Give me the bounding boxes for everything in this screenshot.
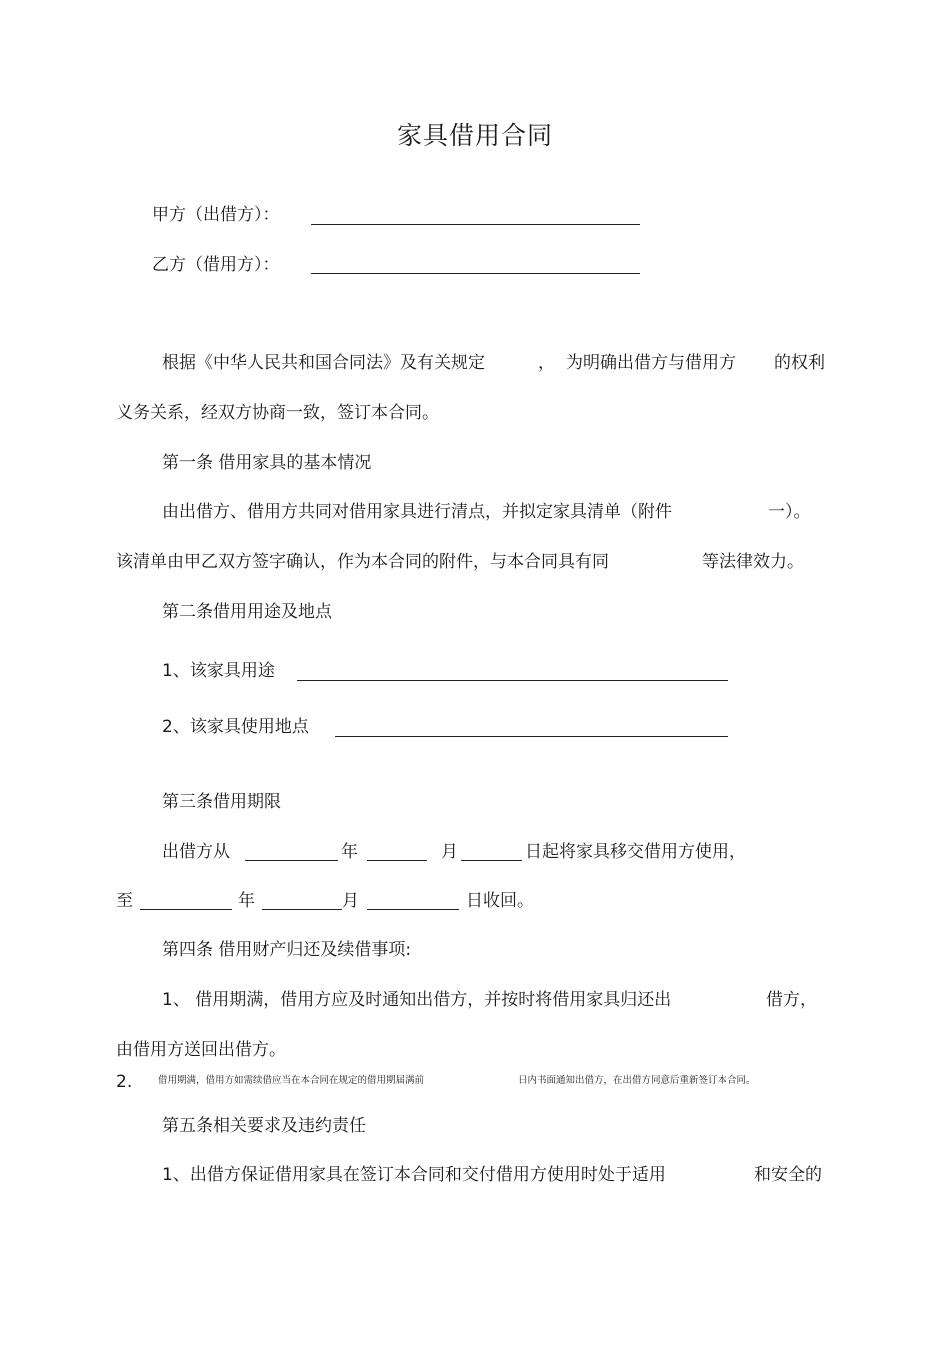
article1-line2b: 等法律效力。	[702, 552, 804, 572]
party-b-label: 乙方（借用方）：	[152, 255, 280, 275]
from-day-label: 日起将家具移交借用方使用，	[525, 842, 746, 862]
party-a-label: 甲方（出借方）：	[152, 205, 280, 225]
article1-line2a: 该清单由甲乙双方签字确认，作为本合同的附件，与本合同具有同	[116, 552, 609, 572]
usage-blank[interactable]	[297, 663, 728, 681]
to-year-label: 年	[238, 891, 255, 911]
article5-item1a: 1、出借方保证借用家具在签订本合同和交付借用方使用时处于适用	[162, 1165, 666, 1185]
article5-item1b: 和安全的	[754, 1165, 822, 1185]
article4-heading: 第四条 借用财产归还及续借事项:	[162, 940, 412, 960]
preamble-part2: 为明确出借方与借用方	[566, 353, 736, 373]
article3-heading: 第三条借用期限	[162, 792, 281, 812]
article4-item1a: 1、 借用期满，借用方应及时通知出借方，并按时将借用家具归还出	[162, 990, 672, 1010]
article5-heading: 第五条相关要求及违约责任	[162, 1116, 366, 1136]
location-blank[interactable]	[335, 719, 728, 737]
article2-item2: 2、该家具使用地点	[162, 717, 309, 737]
article1-line1b: 一）。	[768, 502, 811, 522]
to-month-blank[interactable]	[262, 892, 342, 910]
article4-item2b: 日内书面通知出借方，在出借方同意后重新签订本合同。	[518, 1075, 756, 1086]
from-day-blank[interactable]	[461, 843, 522, 861]
preamble-part1: 根据《中华人民共和国合同法》及有关规定	[162, 353, 485, 373]
article4-item2-number: 2.	[116, 1072, 133, 1092]
article1-heading: 第一条 借用家具的基本情况	[162, 453, 372, 473]
to-year-blank[interactable]	[140, 892, 232, 910]
article4-item1-line2: 由借用方送回出借方。	[116, 1040, 286, 1060]
article1-line1a: 由出借方、借用方共同对借用家具进行清点，并拟定家具清单（附件	[162, 502, 672, 522]
from-year-blank[interactable]	[245, 843, 338, 861]
article4-item2a: 借用期满，借用方如需续借应当在本合同在规定的借用期届满前	[158, 1075, 425, 1086]
party-a-blank[interactable]	[311, 207, 640, 225]
to-label: 至	[116, 891, 133, 911]
preamble-comma: ，	[538, 353, 555, 373]
article2-heading: 第二条借用用途及地点	[162, 602, 332, 622]
to-day-blank[interactable]	[367, 892, 459, 910]
article2-item1: 1、该家具用途	[162, 661, 275, 681]
preamble-line2: 义务关系，经双方协商一致，签订本合同。	[116, 403, 439, 423]
article4-item1b: 借方，	[766, 990, 817, 1010]
to-month-label: 月	[342, 891, 359, 911]
document-title: 家具借用合同	[396, 121, 553, 150]
preamble-part3: 的权利	[774, 353, 825, 373]
from-label: 出借方从	[162, 842, 230, 862]
to-day-label: 日收回。	[466, 891, 534, 911]
from-month-blank[interactable]	[367, 843, 427, 861]
from-year-label: 年	[341, 842, 358, 862]
from-month-label: 月	[441, 842, 458, 862]
party-b-blank[interactable]	[311, 256, 640, 274]
